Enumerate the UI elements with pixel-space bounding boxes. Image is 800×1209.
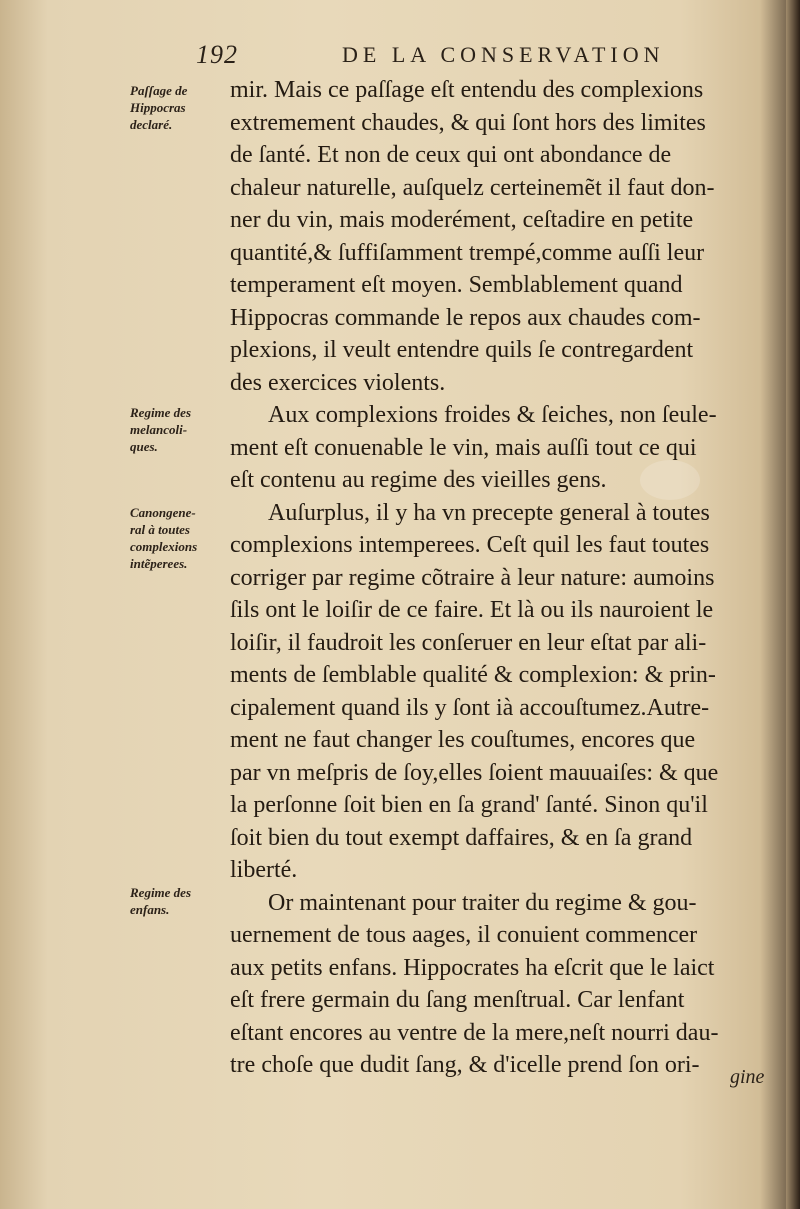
text-line: Hippocras commande le repos aux chaudes com- [230, 304, 701, 331]
text-line: loiſir, il faudroit les conſeruer en leur eſtat par ali- [230, 629, 707, 656]
text-line: des exercices violents. [230, 369, 446, 396]
margin-note-line: intẽperees. [130, 556, 188, 571]
margin-note-line: Canongene- [130, 505, 196, 520]
text-line: eſtant encores au ventre de la mere,neſt nourri dau- [230, 1019, 719, 1046]
margin-note-line: Paſſage de [130, 83, 188, 98]
text-line: eſt frere germain du ſang menſtrual. Car lenfant [230, 987, 685, 1013]
text-line: tre choſe que dudit ſang, & d'icelle prend ſon ori- [230, 1052, 700, 1078]
body-text [230, 74, 786, 1082]
text-line: ments de ſemblable qualité & complexion: & prin- [230, 662, 716, 688]
margin-note [130, 82, 230, 133]
margin-note-line: Regime des [130, 885, 192, 900]
running-title: DE LA CONSERVATION [342, 42, 665, 67]
margin-note [130, 504, 230, 572]
text-line: corriger par regime cõtraire à leur nature: aumoins [230, 564, 715, 591]
text-line: extremement chaudes, & qui ſont hors des limites [230, 109, 706, 136]
text-line: Aux complexions froides & ſeiches, non ſeule- [268, 402, 717, 428]
book-spine-edge [786, 0, 800, 1209]
text-line: aux petits enfans. Hippocrates ha eſcrit que le laict [230, 954, 715, 981]
text-line: Or maintenant pour traiter du regime & gou- [268, 889, 697, 916]
margin-note-line: declaré. [130, 117, 173, 132]
text-line: quantité,& ſuffiſamment trempé,comme auſſi leur [230, 239, 705, 266]
catchword: gine [730, 1066, 765, 1088]
text-line: mir. Mais ce paſſage eſt entendu des complexions [230, 77, 704, 103]
page-header [196, 40, 716, 70]
text-line: par vn meſpris de ſoy,elles ſoient mauuaiſes: & que [230, 759, 719, 786]
text-line: ment eſt conuenable le vin, mais auſſi tout ce qui [230, 434, 697, 461]
margin-note-line: ques. [130, 439, 158, 454]
margin-note-line: Regime des [130, 405, 192, 420]
text-line: liberté. [230, 857, 298, 883]
text-line: complexions intemperees. Ceſt quil les faut toutes [230, 532, 710, 558]
text-line: de ſanté. Et non de ceux qui ont abondance de [230, 142, 672, 168]
margin-note [130, 404, 230, 455]
margin-note-line: melancoli- [130, 422, 188, 437]
text-line: temperament eſt moyen. Semblablement quand [230, 272, 683, 298]
page-number: 192 [196, 40, 238, 69]
text-line: plexions, il veult entendre quils ſe contregardent [230, 337, 694, 363]
text-line: ment ne faut changer les couſtumes, encores que [230, 727, 696, 753]
text-line: ſoit bien du tout exempt daffaires, & en ſa grand [230, 824, 693, 851]
text-line: la perſonne ſoit bien en ſa grand' ſanté. Sinon qu'il [230, 792, 708, 818]
margin-note [130, 884, 230, 918]
text-line: Auſurplus, il y ha vn precepte general à toutes [268, 499, 710, 526]
margin-note-line: enfans. [130, 902, 170, 917]
text-line: chaleur naturelle, auſquelz certeinemẽt il faut don- [230, 174, 715, 201]
margin-note-line: ral à toutes [130, 522, 190, 537]
text-line: cipalement quand ils y ſont ià accouſtumez.Autre- [230, 694, 710, 721]
text-line: ſils ont le loiſir de ce faire. Et là ou ils nauroient le [230, 597, 714, 623]
margin-note-line: complexions [130, 539, 198, 554]
text-line: eſt contenu au regime des vieilles gens. [230, 467, 607, 493]
margin-note-line: Hippocras [130, 100, 186, 115]
text-line: uernement de tous aages, il conuient commencer [230, 922, 698, 948]
text-line: ner du vin, mais moderément, ceſtadire en petite [230, 207, 694, 233]
